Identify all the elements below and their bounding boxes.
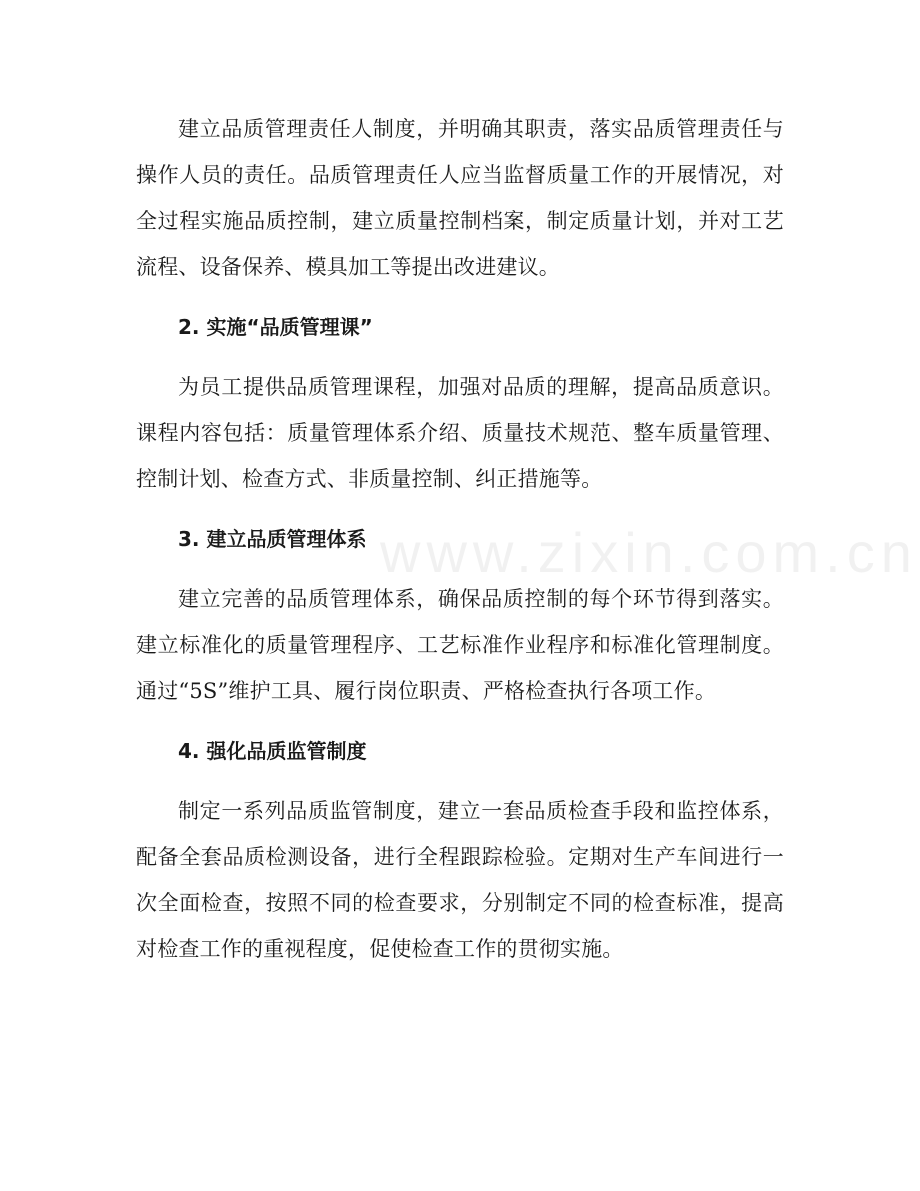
paragraph-quality-system: 建立完善的品质管理体系，确保品质控制的每个环节得到落实。建立标准化的质量管理程序、工艺标准作业程序和标准化管理制度。通过“5S”维护工具、履行岗位职责、严格检查执行各项工作。 xyxy=(136,587,784,703)
paragraph-quality-supervision: 制定一系列品质监管制度，建立一套品质检查手段和监控体系，配备全套品质检测设备，进行全程跟踪检验。定期对生产车间进行一次全面检查，按照不同的检查要求，分别制定不同的检查标准，提高对检查工作的重视程度，促使检查工作的贯彻实施。 xyxy=(136,799,784,961)
paragraph-quality-course: 为员工提供品质管理课程，加强对品质的理解，提高品质意识。课程内容包括：质量管理体系介绍、质量技术规范、整车质量管理、控制计划、检查方式、非质量控制、纠正措施等。 xyxy=(136,375,784,491)
paragraph-responsibility: 建立品质管理责任人制度，并明确其职责，落实品质管理责任与操作人员的责任。品质管理责任人应当监督质量工作的开展情况，对全过程实施品质控制，建立质量控制档案，制定质量计划，并对工艺流程、设备保养、模具加工等提出改进建议。 xyxy=(136,117,784,279)
section-heading-4: 4. 强化品质监管制度 xyxy=(178,739,367,763)
watermark-text: www.zixin.com.cn xyxy=(380,521,918,584)
document-body xyxy=(136,106,784,972)
section-heading-2: 2. 实施“品质管理课” xyxy=(178,315,373,339)
section-heading-3: 3. 建立品质管理体系 xyxy=(178,527,367,551)
